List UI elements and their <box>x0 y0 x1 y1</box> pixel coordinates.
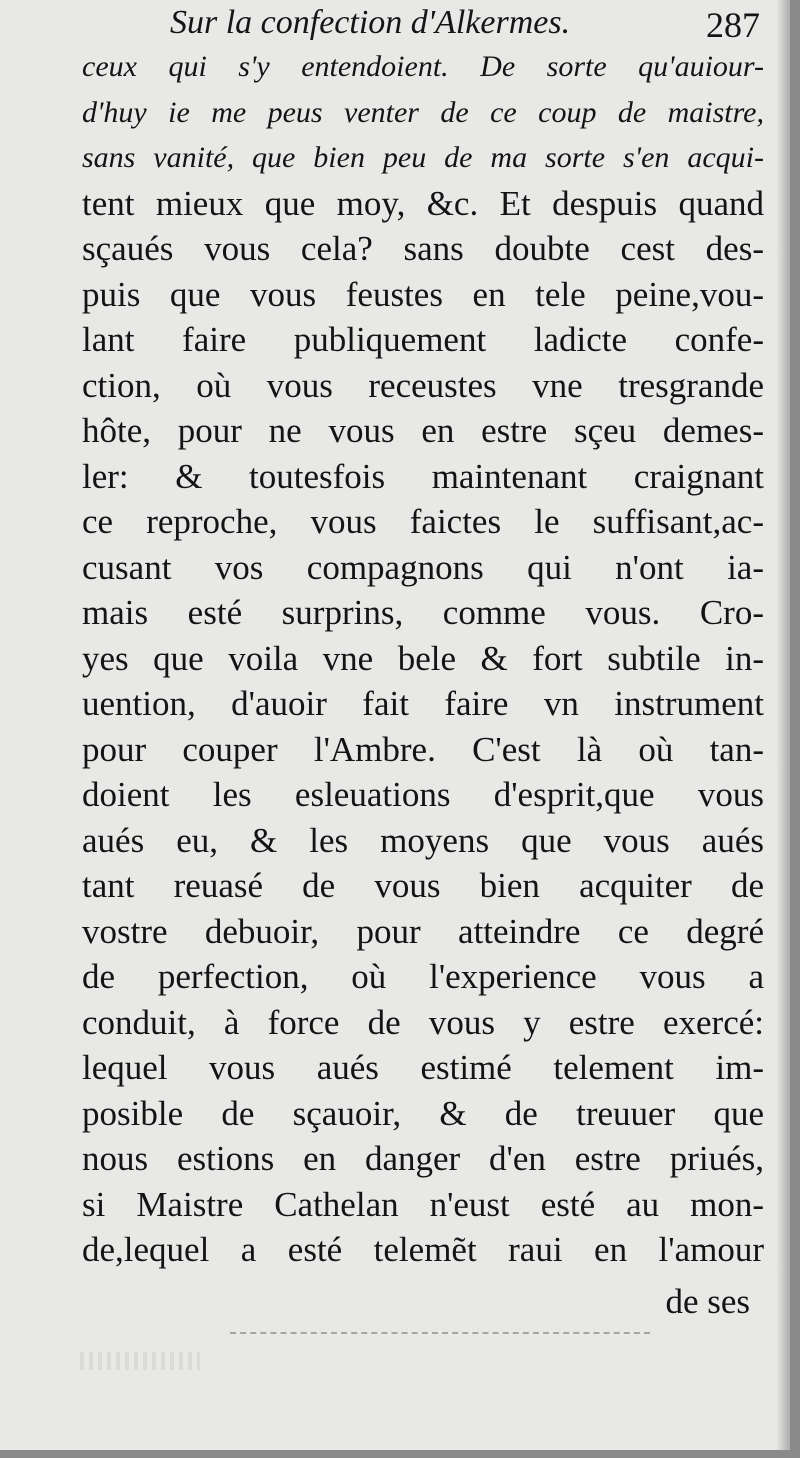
text-line: nous estions en danger d'en estre priués, <box>82 1139 764 1178</box>
text-line: lequel vous aués estimé telement im- <box>82 1048 764 1087</box>
text-line: si Maistre Cathelan n'eust esté au mon- <box>82 1184 764 1224</box>
text-line: cusant vos compagnons qui n'ont ia- <box>82 547 764 587</box>
text-body <box>82 44 764 1324</box>
page-number: 287 <box>706 5 760 45</box>
text-line: yes que voila vne bele & fort subtile in- <box>82 638 764 678</box>
running-title: Sur la confection d'Alkermes. <box>170 4 571 41</box>
text-line: ler: & toutesfois maintenant craignant <box>82 456 764 496</box>
text-line: vostre debuoir, pour atteindre ce degré <box>82 911 764 951</box>
text-line: hôte, pour ne vous en estre sçeu demes- <box>82 411 764 450</box>
show-through-smudge <box>80 1352 200 1370</box>
text-line: tant reuasé de vous bien acquiter de <box>82 866 764 905</box>
text-line: de perfection, où l'experience vous a <box>82 957 764 996</box>
text-line: posible de sçauoir, & de treuuer que <box>82 1093 764 1133</box>
text-line: lant faire publiquement ladicte confe- <box>82 320 764 359</box>
text-line: doient les esleuations d'esprit,que vous <box>82 775 764 814</box>
catchword: de ses <box>665 1281 750 1321</box>
text-line: de,lequel a esté telemẽt raui en l'amour <box>82 1230 764 1269</box>
text-line: ction, où vous receustes vne tresgrande <box>82 365 764 405</box>
text-line: conduit, à force de vous y estre exercé: <box>82 1002 764 1042</box>
text-line: ceux qui s'y entendoient. De sorte qu'auiour- <box>82 50 764 83</box>
text-line: puis que vous feustes en tele peine,vou- <box>82 274 764 314</box>
text-line: pour couper l'Ambre. C'est là où tan- <box>82 729 764 769</box>
text-line: ce reproche, vous faictes le suffisant,ac- <box>82 502 764 541</box>
printer-rule <box>230 1332 650 1334</box>
text-line: sans vanité, que bien peu de ma sorte s'en acqui- <box>82 141 764 174</box>
text-line: uention, d'auoir fait faire vn instrument <box>82 684 764 723</box>
text-line: aués eu, & les moyens que vous aués <box>82 820 764 860</box>
text-line: d'huy ie me peus venter de ce coup de maistre, <box>82 95 764 129</box>
text-line: sçaués vous cela? sans doubte cest des- <box>82 229 764 268</box>
text-line: mais esté surprins, comme vous. Cro- <box>82 593 764 632</box>
text-line: tent mieux que moy, &c. Et despuis quand <box>82 183 764 223</box>
